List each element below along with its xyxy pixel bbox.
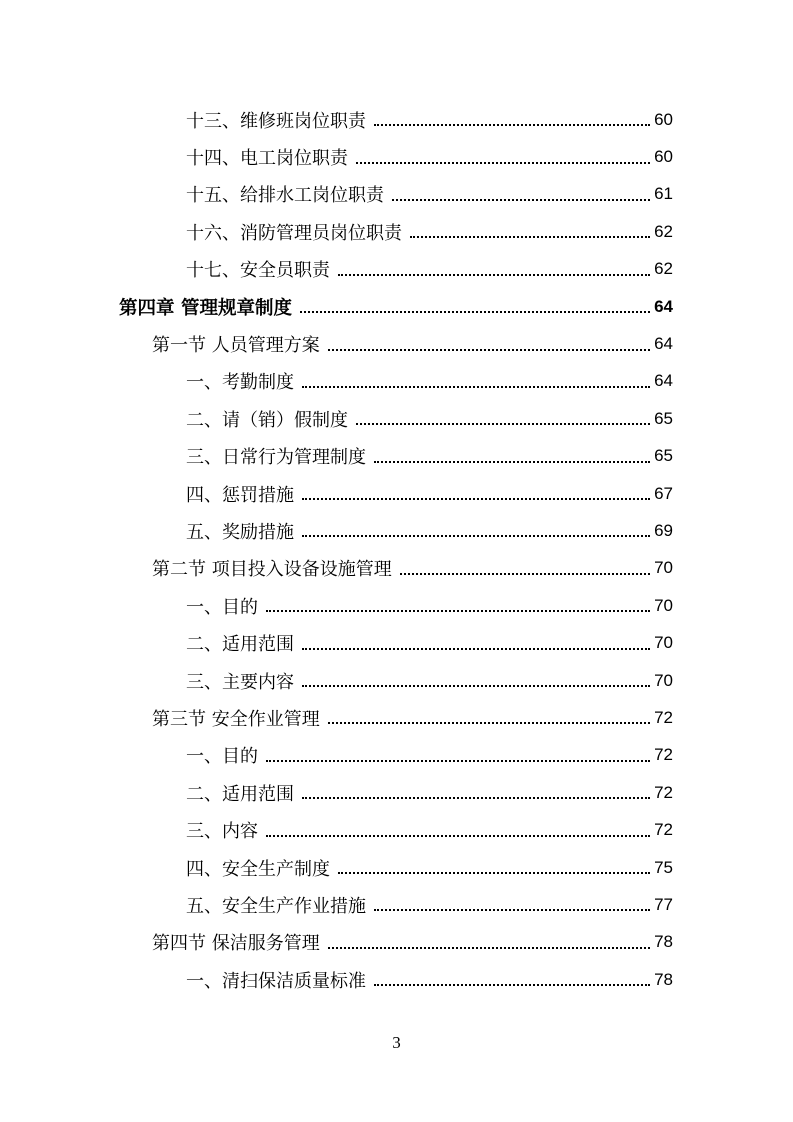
toc-entry-page: 64 (654, 296, 673, 316)
toc-entry-page: 60 (654, 147, 673, 167)
toc-entry-page: 75 (654, 857, 673, 877)
toc-entry-page: 72 (654, 820, 673, 840)
dot-leader (302, 534, 650, 537)
toc-entry-page: 60 (654, 109, 673, 129)
dot-leader (374, 983, 650, 986)
dot-leader (302, 497, 650, 500)
toc-entry-title: 一、目的 (186, 596, 258, 618)
toc-subsection-entry[interactable] (0, 737, 673, 774)
toc-entry-page: 70 (654, 558, 673, 578)
toc-entry-page: 72 (654, 707, 673, 727)
toc-entry-title: 五、奖励措施 (186, 521, 294, 543)
toc-entry-title: 第二节 项目投入设备设施管理 (152, 559, 392, 581)
dot-leader (302, 385, 650, 388)
toc-entry-title: 十三、维修班岗位职责 (186, 110, 366, 132)
toc-subsection-entry[interactable] (0, 101, 673, 138)
toc-subsection-entry[interactable] (0, 475, 673, 512)
toc-section-entry[interactable] (0, 325, 673, 362)
dot-leader (302, 684, 650, 687)
dot-leader (328, 946, 650, 949)
dot-leader (374, 908, 650, 911)
page-number: 3 (392, 1033, 401, 1052)
toc-subsection-entry[interactable] (0, 512, 673, 549)
dot-leader (266, 759, 650, 762)
toc-entry-page: 77 (654, 894, 673, 914)
toc-entry-title: 五、安全生产作业措施 (186, 895, 366, 917)
toc-subsection-entry[interactable] (0, 363, 673, 400)
toc-entry-page: 70 (654, 633, 673, 653)
dot-leader (338, 273, 650, 276)
toc-subsection-entry[interactable] (0, 438, 673, 475)
toc-entry-page: 65 (654, 408, 673, 428)
toc-entry-title: 一、清扫保洁质量标准 (186, 970, 366, 992)
toc-entry-page: 64 (654, 371, 673, 391)
dot-leader (338, 871, 650, 874)
toc-section-entry[interactable] (0, 924, 673, 961)
toc-subsection-entry[interactable] (0, 251, 673, 288)
toc-entry-title: 三、日常行为管理制度 (186, 447, 366, 469)
toc-entry-title: 十七、安全员职责 (186, 260, 330, 282)
toc-section-entry[interactable] (0, 699, 673, 736)
toc-entry-title: 二、适用范围 (186, 634, 294, 656)
toc-subsection-entry[interactable] (0, 849, 673, 886)
toc-subsection-entry[interactable] (0, 961, 673, 998)
toc-subsection-entry[interactable] (0, 176, 673, 213)
toc-subsection-entry[interactable] (0, 886, 673, 923)
toc-subsection-entry[interactable] (0, 213, 673, 250)
dot-leader (356, 161, 650, 164)
toc-entry-page: 65 (654, 446, 673, 466)
toc-subsection-entry[interactable] (0, 624, 673, 661)
toc-entry-page: 72 (654, 782, 673, 802)
toc-entry-page: 72 (654, 745, 673, 765)
dot-leader (374, 123, 650, 126)
dot-leader (356, 422, 650, 425)
dot-leader (266, 834, 650, 837)
toc-entry-title: 一、目的 (186, 746, 258, 768)
dot-leader (400, 572, 650, 575)
toc-entry-page: 62 (654, 259, 673, 279)
toc-entry-title: 第四章 管理规章制度 (119, 297, 292, 319)
toc-section-entry[interactable] (0, 550, 673, 587)
dot-leader (302, 796, 650, 799)
toc-subsection-entry[interactable] (0, 138, 673, 175)
toc-entry-title: 三、内容 (186, 821, 258, 843)
toc-entry-title: 十五、给排水工岗位职责 (186, 185, 384, 207)
dot-leader (392, 198, 650, 201)
toc-entry-page: 78 (654, 969, 673, 989)
toc-entry-page: 61 (654, 184, 673, 204)
dot-leader (328, 721, 650, 724)
toc-entry-page: 69 (654, 520, 673, 540)
toc-entry-title: 四、惩罚措施 (186, 484, 294, 506)
dot-leader (302, 647, 650, 650)
dot-leader (266, 609, 650, 612)
toc-chapter-entry[interactable] (0, 288, 673, 325)
toc-entry-title: 第一节 人员管理方案 (152, 335, 320, 357)
dot-leader (328, 348, 650, 351)
toc-entry-page: 67 (654, 483, 673, 503)
toc-entry-page: 62 (654, 221, 673, 241)
dot-leader (300, 310, 650, 313)
table-of-contents (0, 101, 793, 998)
toc-subsection-entry[interactable] (0, 811, 673, 848)
toc-subsection-entry[interactable] (0, 587, 673, 624)
toc-entry-page: 70 (654, 595, 673, 615)
toc-subsection-entry[interactable] (0, 774, 673, 811)
toc-subsection-entry[interactable] (0, 662, 673, 699)
toc-entry-title: 三、主要内容 (186, 671, 294, 693)
toc-entry-page: 64 (654, 334, 673, 354)
toc-entry-title: 二、请（销）假制度 (186, 409, 348, 431)
toc-entry-title: 第三节 安全作业管理 (152, 708, 320, 730)
toc-entry-page: 78 (654, 932, 673, 952)
toc-entry-title: 四、安全生产制度 (186, 858, 330, 880)
toc-entry-title: 十六、消防管理员岗位职责 (186, 222, 402, 244)
toc-subsection-entry[interactable] (0, 400, 673, 437)
dot-leader (374, 460, 650, 463)
toc-entry-title: 二、适用范围 (186, 783, 294, 805)
toc-entry-title: 一、考勤制度 (186, 372, 294, 394)
dot-leader (410, 235, 650, 238)
toc-entry-title: 十四、电工岗位职责 (186, 148, 348, 170)
toc-entry-title: 第四节 保洁服务管理 (152, 933, 320, 955)
toc-entry-page: 70 (654, 670, 673, 690)
